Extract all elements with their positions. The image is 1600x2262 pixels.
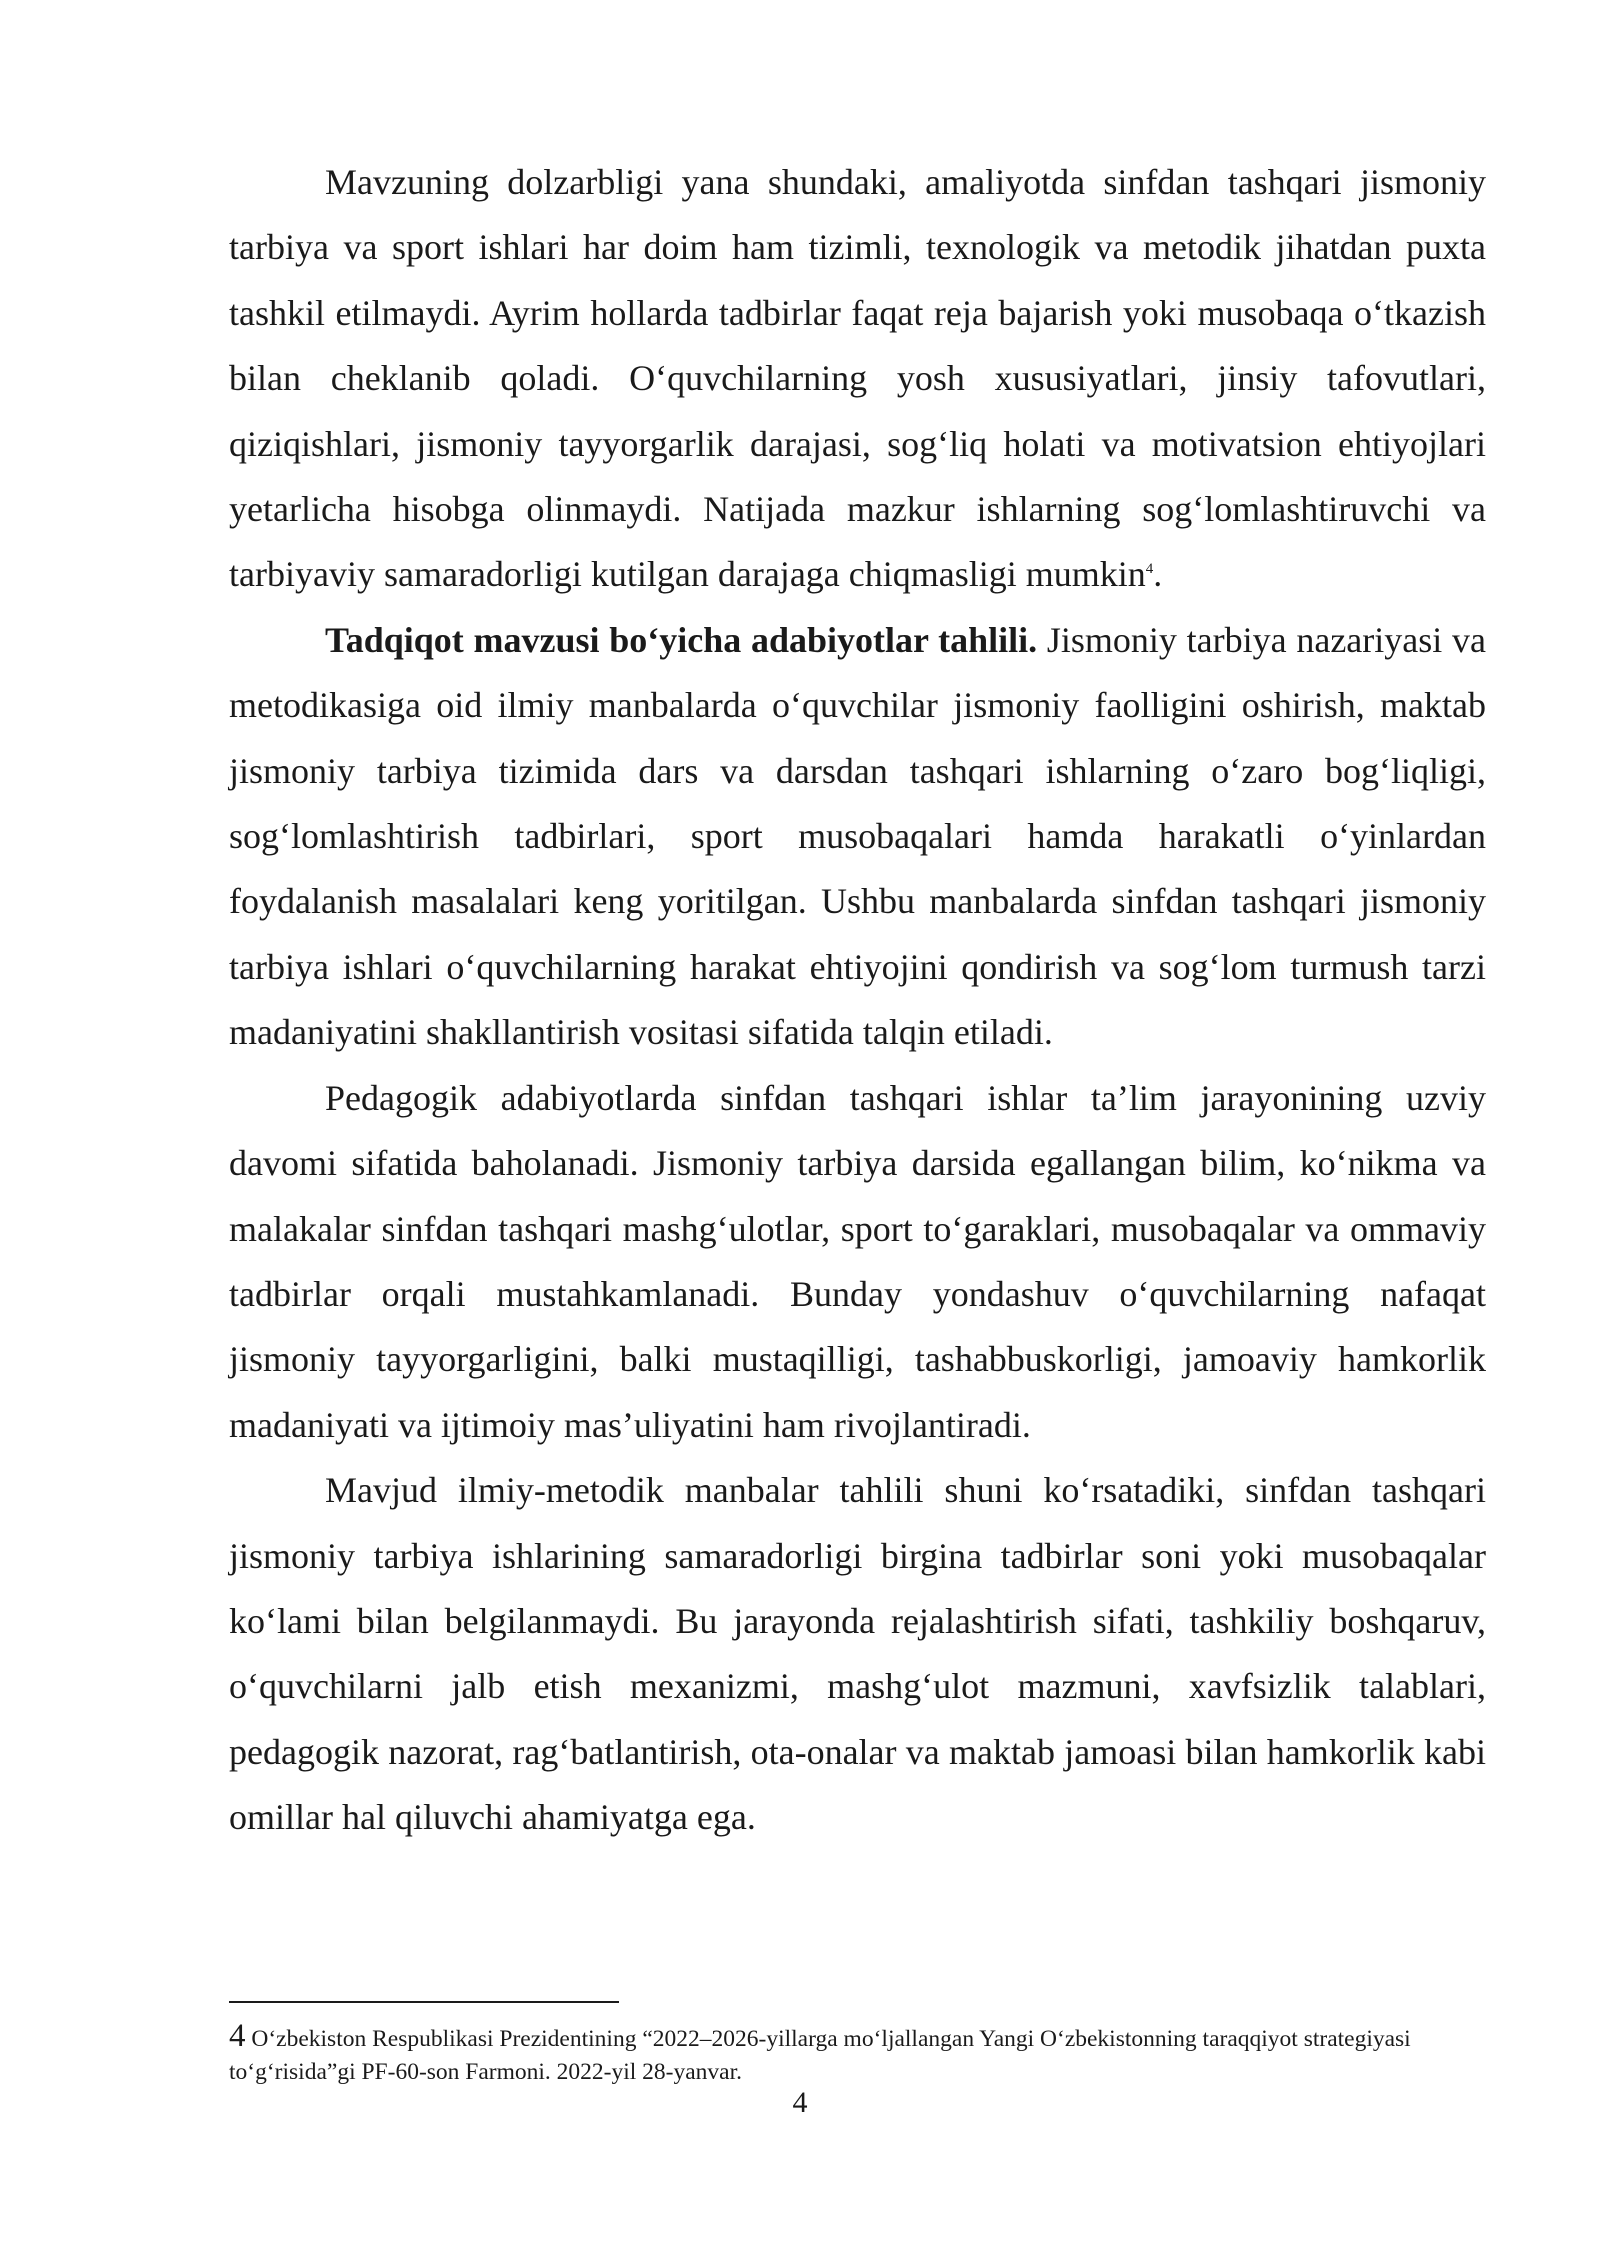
- document-body: [229, 150, 1486, 1851]
- footnote-text: O‘zbekiston Respublikasi Prezidentining “2022–2026-yillarga mo‘ljallangan Yangi O‘zbekistonning taraqqiyot strategiyasi to‘g‘risida”gi PF-60-son Farmoni. 2022-yil 28-yanvar.: [229, 2026, 1411, 2085]
- footnote-reference[interactable]: 4: [1145, 561, 1154, 578]
- paragraph-text: Jismoniy tarbiya nazariyasi va metodikasiga oid ilmiy manbalarda o‘quvchilar jismoniy faolligini oshirish, maktab jismoniy tarbiya tizimida dars va darsdan tashqari ishlarning o‘zaro bog‘liqligi, sog‘lomlashtirish tadbirlari, sport musobaqalari hamda harakatli o‘yinlardan foydalanish masalalari keng yoritilgan. Ushbu manbalarda sinfdan tashqari jismoniy tarbiya ishlari o‘quvchilarning harakat ehtiyojini qondirish va sog‘lom turmush tarzi madaniyatini shakllantirish vositasi sifatida talqin etiladi.: [229, 619, 1486, 1053]
- paragraph-pedagogical-literature: [229, 1066, 1486, 1458]
- paragraph-tail: .: [1153, 554, 1163, 595]
- footnote-separator: [229, 2001, 619, 2003]
- paragraph-relevance: [229, 150, 1486, 608]
- section-heading: Tadqiqot mavzusi bo‘yicha adabiyotlar tahlili.: [325, 619, 1038, 660]
- paragraph-literature-review: [229, 608, 1486, 1066]
- footnote-number: 4: [229, 2018, 246, 2054]
- paragraph-text: Mavzuning dolzarbligi yana shundaki, amaliyotda sinfdan tashqari jismoniy tarbiya va sport ishlari har doim ham tizimli, texnologik va metodik jihatdan puxta tashkil etilmaydi. Ayrim hollarda tadbirlar faqat reja bajarish yoki musobaqa o‘tkazish bilan cheklanib qoladi. O‘quvchilarning yosh xususiyatlari, jinsiy tafovutlari, qiziqishlari, jismoniy tayyorgarlik darajasi, sog‘liq holati va motivatsion ehtiyojlari yetarlicha hisobga olinmaydi. Natijada mazkur ishlarning sog‘lomlashtiruvchi va tarbiyaviy samaradorligi kutilgan darajaga chiqmasligi mumkin: [229, 162, 1486, 595]
- footnote: [229, 2018, 1486, 2089]
- page-number: 4: [792, 2086, 808, 2119]
- paragraph-methodical-analysis: [229, 1458, 1486, 1850]
- paragraph-text: Pedagogik adabiyotlarda sinfdan tashqari ishlar ta’lim jarayonining uzviy davomi sifatida baholanadi. Jismoniy tarbiya darsida egallangan bilim, ko‘nikma va malakalar sinfdan tashqari mashg‘ulotlar, sport to‘garaklari, musobaqalar va ommaviy tadbirlar orqali mustahkamlanadi. Bunday yondashuv o‘quvchilarning nafaqat jismoniy tayyorgarligini, balki mustaqilligi, tashabbuskorligi, jamoaviy hamkorlik madaniyati va ijtimoiy mas’uliyatini ham rivojlantiradi.: [229, 1077, 1486, 1445]
- paragraph-text: Mavjud ilmiy-metodik manbalar tahlili shuni ko‘rsatadiki, sinfdan tashqari jismoniy tarbiya ishlarining samaradorligi birgina tadbirlar soni yoki musobaqalar ko‘lami bilan belgilanmaydi. Bu jarayonda rejalashtirish sifati, tashkiliy boshqaruv, o‘quvchilarni jalb etish mexanizmi, mashg‘ulot mazmuni, xavfsizlik talablari, pedagogik nazorat, rag‘batlantirish, ota-onalar va maktab jamoasi bilan hamkorlik kabi omillar hal qiluvchi ahamiyatga ega.: [229, 1470, 1486, 1838]
